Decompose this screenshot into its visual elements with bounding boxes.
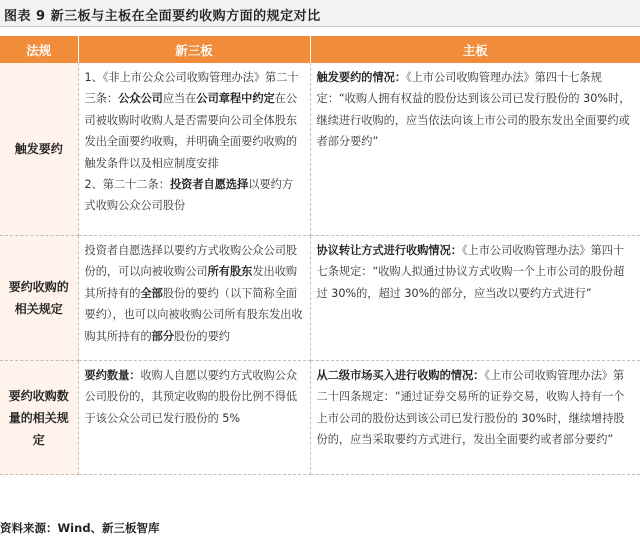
header-main-board: 主板 bbox=[310, 36, 640, 63]
neeq-cell: 投资者自愿选择以要约方式收购公众公司股份的，可以向被收购公司所有股东发出收购其所持有的全部股份的要约（以下简称全面要约），也可以向被收购公司所有股东发出收购其所持有的部分股份的要约 bbox=[78, 236, 310, 361]
table-row bbox=[0, 236, 640, 361]
header-neeq: 新三板 bbox=[78, 36, 310, 63]
figure-title-bar bbox=[0, 0, 640, 27]
comparison-table bbox=[0, 36, 640, 475]
neeq-cell: 要约数量：收购人自愿以要约方式收购公众公司股份的，其预定收购的股份比例不得低于该公众公司已发行股份的 5% bbox=[78, 361, 310, 475]
row-label: 要约收购数量的相关规定 bbox=[0, 361, 78, 475]
figure-title: 图表 9 新三板与主板在全面要约收购方面的规定对比 bbox=[4, 9, 321, 24]
main-board-cell: 从二级市场买入进行收购的情况：《上市公司收购管理办法》第二十四条规定：“通过证券交易所的证券交易，收购人持有一个上市公司的股份达到该公司已发行股份的 30%时，继续增持股份的，应当采取要约方式进行，发出全面要约或者部分要约” bbox=[310, 361, 640, 475]
header-regulation: 法规 bbox=[0, 36, 78, 63]
table-row bbox=[0, 63, 640, 236]
main-board-cell: 触发要约的情况：《上市公司收购管理办法》第四十七条规定：“收购人拥有权益的股份达到该公司已发行股份的 30%时，继续进行收购的，应当依法向该上市公司的股东发出全面要约或者部分要约” bbox=[310, 63, 640, 236]
table-header-row bbox=[0, 36, 640, 63]
table-row bbox=[0, 361, 640, 475]
row-label: 触发要约 bbox=[0, 63, 78, 236]
row-label: 要约收购的相关规定 bbox=[0, 236, 78, 361]
main-board-cell: 协议转让方式进行收购情况：《上市公司收购管理办法》第四十七条规定：“收购人拟通过协议方式收购一个上市公司的股份超过 30%的，超过 30%的部分，应当改以要约方式进行” bbox=[310, 236, 640, 361]
source-note: 资料来源：Wind、新三板智库 bbox=[0, 521, 160, 535]
neeq-cell: 1、《非上市公众公司收购管理办法》第二十三条：公众公司应当在公司章程中约定在公司被收购时收购人是否需要向公司全体股东发出全面要约收购，并明确全面要约收购的触发条件以及相应制度安排 2、第二十二条：投资者自愿选择以要约方式收购公众公司股份 bbox=[78, 63, 310, 236]
